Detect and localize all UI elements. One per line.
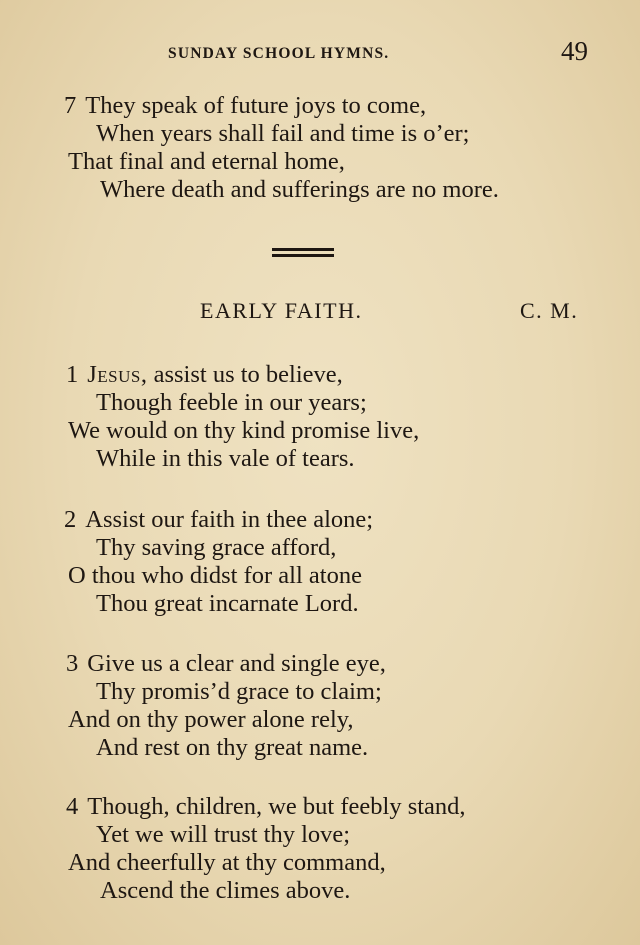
verse-4-line-2: Yet we will trust thy love; [96, 821, 351, 848]
verse-4-line-1 [66, 792, 466, 822]
verse-3-line-2: Thy promis’d grace to claim; [96, 678, 382, 705]
verse-7-line-2: When years shall fail and time is o’er; [96, 120, 470, 147]
verse-number: 4 [66, 793, 79, 820]
section-divider [272, 248, 334, 258]
verse-3-line-1 [66, 649, 386, 679]
verse-2-line-3: O thou who didst for all atone [68, 562, 362, 589]
verse-2-line-1 [64, 505, 373, 535]
divider-rule-top [272, 248, 334, 251]
hymn-title: EARLY FAITH. [200, 298, 363, 323]
verse-line-text: They speak of future joys to come, [85, 92, 427, 119]
verse-7-line-1 [64, 91, 426, 121]
verse-line-text: Assist our faith in thee alone; [85, 506, 374, 533]
verse-2-line-4: Thou great incarnate Lord. [96, 590, 359, 617]
page-number: 49 [561, 36, 588, 66]
verse-1-line-2: Though feeble in our years; [96, 389, 367, 416]
verse-line-text: assist us to believe, [153, 361, 343, 388]
verse-number: 3 [66, 650, 79, 677]
verse-number: 1 [66, 361, 79, 388]
verse-3-line-4: And rest on thy great name. [96, 734, 369, 761]
divider-rule-bottom [272, 254, 334, 257]
verse-first-word: Jesus, [87, 361, 148, 388]
verse-3-line-3: And on thy power alone rely, [68, 706, 354, 733]
verse-4-line-3: And cheerfully at thy command, [68, 849, 386, 876]
verse-number: 2 [64, 506, 77, 533]
verse-line-text: Though, children, we but feebly stand, [87, 793, 466, 820]
verse-4-line-4: Ascend the climes above. [100, 877, 351, 904]
verse-line-text: Give us a clear and single eye, [87, 650, 386, 677]
verse-1-line-4: While in this vale of tears. [96, 445, 355, 472]
verse-2-line-2: Thy saving grace afford, [96, 534, 337, 561]
verse-7-line-4: Where death and sufferings are no more. [100, 176, 499, 203]
running-header: SUNDAY SCHOOL HYMNS. [168, 45, 390, 62]
verse-number: 7 [64, 92, 77, 119]
verse-7-line-3: That final and eternal home, [68, 148, 345, 175]
verse-1-line-1 [66, 360, 343, 390]
hymn-meter: C. M. [520, 298, 579, 323]
verse-1-line-3: We would on thy kind promise live, [68, 417, 420, 444]
